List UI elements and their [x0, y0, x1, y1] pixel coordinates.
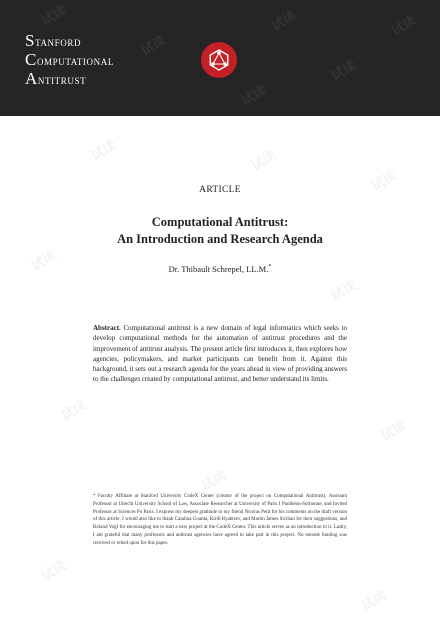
journal-name — [25, 32, 114, 89]
hexagon-network-icon — [201, 42, 237, 78]
article-title-line-1: Computational Antitrust: — [151, 215, 289, 229]
article-type-label: ARTICLE — [199, 185, 241, 195]
abstract-lead: Abstract. — [93, 324, 121, 332]
watermark: 试读 — [358, 588, 390, 615]
abstract — [93, 323, 347, 385]
author-line — [0, 264, 440, 274]
article-title — [0, 214, 440, 248]
article-title-line-2: An Introduction and Research Agenda — [117, 232, 323, 246]
watermark: 试读 — [268, 8, 300, 35]
watermark: 试读 — [28, 248, 60, 275]
watermark: 试读 — [238, 83, 270, 110]
journal-name-line-3: Antitrust — [25, 69, 87, 88]
author-footnote: * Faculty Affiliate at Stanford University CodeX Center (creator of the project on Computational Antitrust), Assistant Professor at Utrecht University School of Law, Associate Researcher at University of Paris I Panthéon-Sorbonne, and Invited Professor at Sciences Po Paris. I express my deepest gratitude to my friend Nicolas Petit for his comments on the draft version of this article. I would also like to thank Catalina Goanta, Kirill Ryabtsev, and Martin James Sicilian for their suggestions, and Roland Vogl for encouraging me to start a new project at the CodeX Center. This article serves as an introduction to it. Lastly, I am grateful that many professors and antitrust agencies have agreed to take part in this project. No outside funding was received or relied upon for this paper. — [93, 494, 347, 546]
journal-header — [0, 0, 440, 116]
watermark: 试读 — [378, 418, 410, 445]
watermark: 试读 — [38, 3, 70, 30]
watermark: 试读 — [58, 398, 90, 425]
watermark: 试读 — [38, 558, 70, 585]
abstract-text: Computational antitrust is a new domain of legal informatics which seeks to develop computational methods for the automation of antitrust procedures and the improvement of antitrust analysis. The present article first introduces it, then explores how agencies, policymakers, and market participants can benefit from it. Against this background, it sets out a research agenda for the years ahead in view of providing answers to the challenges created by computational antitrust, and better understand its limits. — [93, 324, 348, 384]
watermark: 试读 — [388, 13, 420, 40]
watermark: 试读 — [368, 168, 400, 195]
footnote-marker[interactable]: * — [268, 264, 272, 271]
journal-name-line-2: Computational — [25, 50, 114, 69]
journal-name-line-1: Stanford — [25, 31, 82, 50]
watermark: 试读 — [88, 138, 120, 165]
watermark: 试读 — [328, 278, 360, 305]
watermark: 试读 — [248, 148, 280, 175]
watermark: 试读 — [328, 58, 360, 85]
author-name: Dr. Thibault Schrepel, LL.M. — [168, 264, 269, 274]
watermark: 试读 — [138, 33, 170, 60]
watermark: 试读 — [198, 468, 230, 495]
